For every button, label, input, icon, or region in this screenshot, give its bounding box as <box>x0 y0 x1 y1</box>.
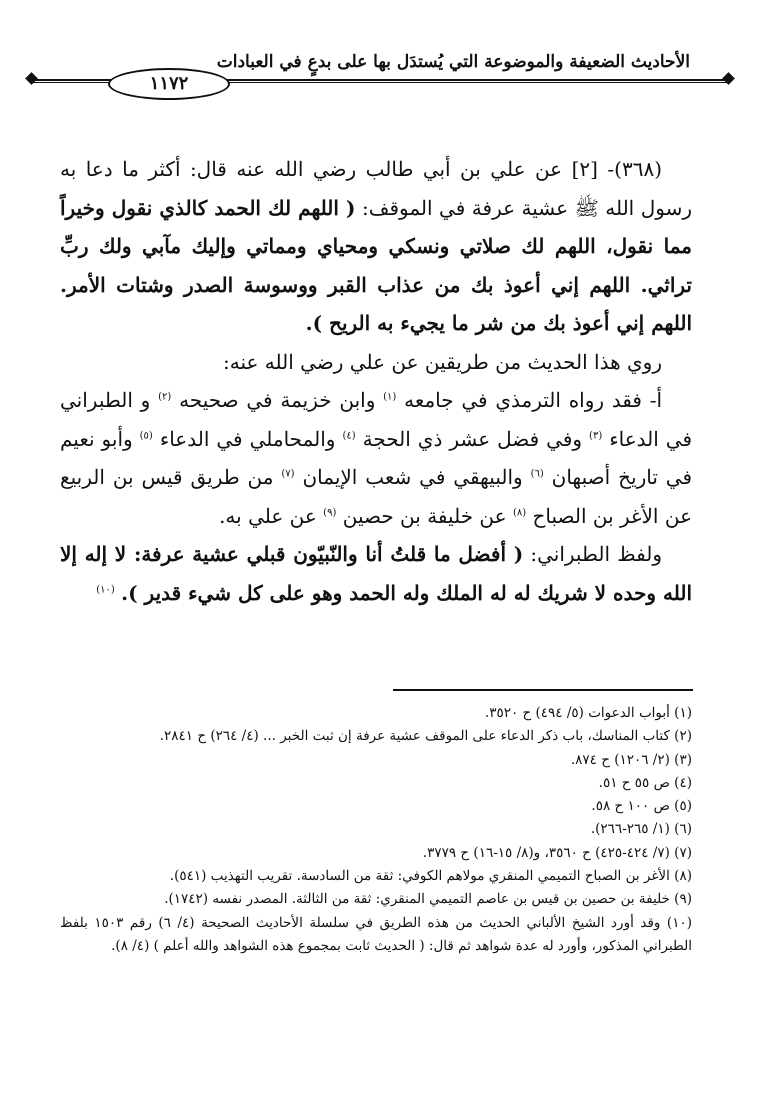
narration-intro: روي هذا الحديث من طريقين عن علي رضي الله عنه: <box>222 349 662 374</box>
footnote-ref[interactable]: (٨) <box>512 506 527 518</box>
footnotes <box>60 702 692 958</box>
footnote: (٢) كتاب المناسك، باب ذكر الدعاء على الموقف عشية عرفة إن ثبت الخبر ... (٤/ ٢٦٤) ح ٢٨٤١. <box>159 728 692 745</box>
path-a-text: أ- فقد رواه الترمذي في جامعه <box>404 388 663 412</box>
page-number: ١١٧٢ <box>108 68 230 100</box>
footnote-ref[interactable]: (٩) <box>323 506 337 518</box>
path-a-text: وأبو نعيم في تاريخ أصبهان <box>60 426 693 489</box>
footnote-separator <box>393 689 693 691</box>
path-a-text: وفي فضل عشر ذي الحجة <box>362 426 583 451</box>
footnote: (٩) خليفة بن حصين بن قيس بن عاصم التميمي المنقري: ثقة من الثالثة. المصدر نفسه (١٧٤٢). <box>164 891 692 908</box>
footnote: (١) أبواب الدعوات (٥/ ٤٩٤) ح ٣٥٢٠. <box>484 705 692 721</box>
footnote: (٧) (٧/ ٤٢٤-٤٢٥) ح ٣٥٦٠، و(٨/ ١٥-١٦) ح ٣٧٧٩. <box>422 844 692 861</box>
path-a-text: عن علي به. <box>219 503 317 528</box>
footnote-ref[interactable]: (٦) <box>530 468 544 480</box>
footnote: (١٠) وقد أورد الشيخ الألباني الحديث من هذه الطريق في سلسلة الأحاديث الصحيحة (٤/ ٦) رقم ١٥٠٣ بلفظ الطبراني المذكور، وأورد له عدة شواهد ثم قال: ( الحديث ثابت بمجموع هذه الشواهد والله أعلم ) (٤/ ٨). <box>60 914 693 954</box>
footnote: (٦) (١/ ٢٦٥-٢٦٦). <box>590 821 692 838</box>
hadith-number: (٣٦٨)- [٢] <box>571 157 662 181</box>
page-header <box>30 48 730 108</box>
footnote: (٨) الأغر بن الصباح التميمي المنقري مولاهم الكوفي: ثقة من السادسة. تقريب التهذيب (٥٤١). <box>169 868 692 885</box>
footnote: (٤) ص ٥٥ ح ٥١. <box>598 774 692 791</box>
path-a-paragraph <box>60 381 692 535</box>
footnote-ref[interactable]: (١٠) <box>96 583 115 595</box>
footnote-ref[interactable]: (١) <box>383 391 397 403</box>
tabarani-paragraph <box>60 535 692 612</box>
tabarani-text: ( أفضل ما قلتُ أنا والنّبيّون قبلي عشية عرفة: لا إله إلا الله وحده لا شريك له له الملك وله الحمد وهو على كل شيء قدير ). <box>60 542 692 605</box>
path-a-text: والبيهقي في شعب الإيمان <box>302 465 523 489</box>
hadith-dua: ( اللهم لك الحمد كالذي نقول وخيراً مما نقول، اللهم لك صلاتي ونسكي ومحياي ومماتي وإليك مآبي ولك ربِّ تراثي. اللهم إني أعوذ بك من عذاب القبر ووسوسة الصدر وشتات الأمر. اللهم إني أعوذ بك من شر ما يجيء به الريح ). <box>60 195 692 335</box>
footnote: (٥) ص ١٠٠ ح ٥٨. <box>591 798 692 815</box>
footnote-ref[interactable]: (٥) <box>139 429 153 441</box>
footnote-ref[interactable]: (٤) <box>342 429 356 441</box>
footnote-ref[interactable]: (٧) <box>281 468 295 480</box>
path-a-text: عن خليفة بن حصين <box>342 503 507 528</box>
path-a-text: من طريق قيس بن الربيع عن الأغر بن الصباح <box>60 465 692 528</box>
footnote-ref[interactable]: (٢) <box>158 391 172 403</box>
hadith-intro: عن علي بن أبي طالب رضي الله عنه قال: أكثر ما دعا به رسول الله ﷺ عشية عرفة في الموقف: <box>60 157 692 220</box>
path-a-text: والمحاملي في الدعاء <box>159 426 336 451</box>
hadith-paragraph <box>60 150 692 343</box>
tabarani-intro: ولفظ الطبراني: <box>530 542 662 566</box>
path-a-text: وابن خزيمة في صحيحه <box>179 388 376 412</box>
path-a-text: و الطبراني في الدعاء <box>60 388 693 451</box>
main-text <box>60 150 692 612</box>
footnote: (٣) (٢/ ١٢٠٦) ح ٨٧٤. <box>570 751 692 768</box>
running-title: الأحاديث الضعيفة والموضوعة التي يُستدَل بها على بدعٍ في العبادات <box>216 52 690 72</box>
footnote-ref[interactable]: (٣) <box>589 429 603 441</box>
